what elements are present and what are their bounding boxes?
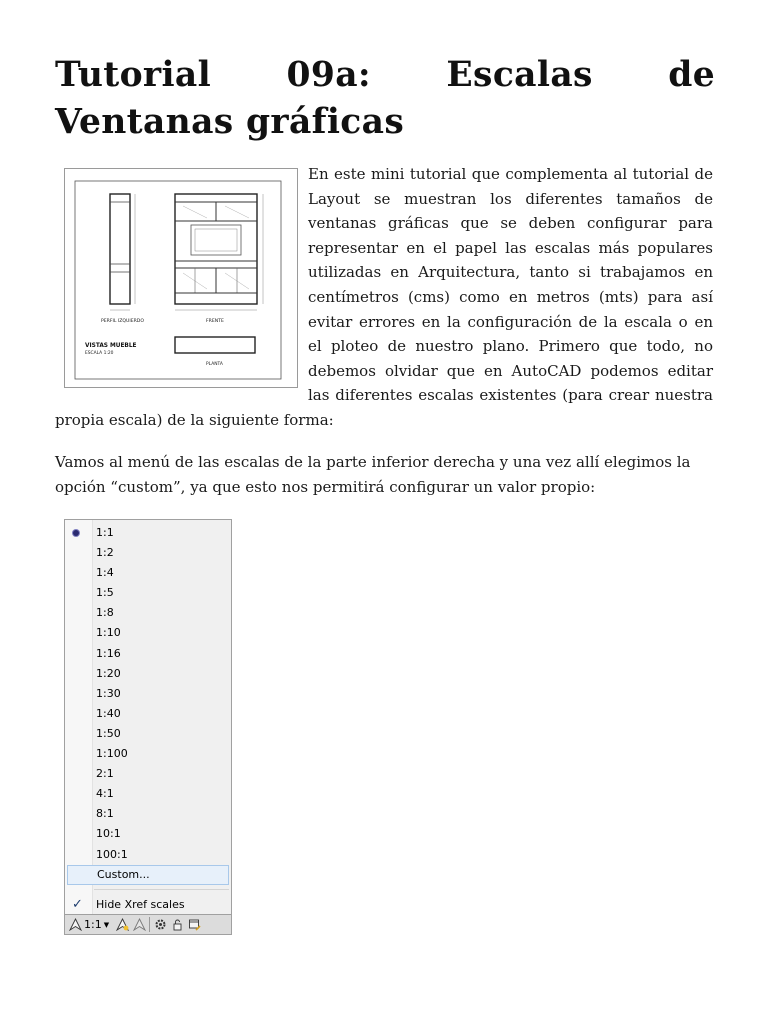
scale-option-1-2[interactable]: 1:2 (96, 546, 114, 560)
custom-scale-option[interactable]: Custom... (67, 865, 229, 885)
paragraph-custom-option: Vamos al menú de las escalas de la parte inferior derecha y una vez allí elegimos la opción “custom”, ya que esto nos permitirá configurar un valor propio: (55, 453, 691, 496)
scale-option-1-16[interactable]: 1:16 (96, 646, 121, 660)
scale-option-10-1[interactable]: 10:1 (96, 827, 121, 841)
scale-option-1-10[interactable]: 1:10 (96, 626, 121, 640)
checkmark-icon: ✓ (72, 896, 83, 912)
label-vistas: VISTAS MUEBLE (85, 343, 137, 349)
scale-option-1-40[interactable]: 1:40 (96, 706, 121, 720)
intro-text: En este mini tutorial que complementa al tutorial de Layout se muestran los diferentes tamaños de ventanas gráficas que se deben configurar para representar en el papel las escalas más populares utilizadas en Arquitectura, tanto si trabajamos en centímetros (cms) como en metros (mts) para así evitar errores en la configuración de la escala o en el ploteo de nuestro plano. Primero que todo, no debemos olvidar que en AutoCAD podemos editar las diferentes escalas existentes (para crear nuestra propia escala) de la siguiente forma: (55, 165, 713, 429)
gear-icon[interactable] (153, 918, 167, 932)
label-frente: FRENTE (206, 319, 224, 324)
scale-option-1-8[interactable]: 1:8 (96, 606, 114, 620)
scale-option-100-1[interactable]: 100:1 (96, 847, 128, 861)
status-scale-value: 1:1 (84, 918, 102, 931)
scale-menu-screenshot (64, 519, 232, 935)
status-divider (149, 917, 150, 932)
auto-scale-icon[interactable] (132, 918, 146, 932)
status-bar (65, 914, 231, 934)
scale-option-2-1[interactable]: 2:1 (96, 767, 114, 781)
scale-option-8-1[interactable]: 8:1 (96, 807, 114, 821)
scale-option-1-100[interactable]: 1:100 (96, 747, 128, 761)
scale-option-1-50[interactable]: 1:50 (96, 726, 121, 740)
chevron-down-icon: ▼ (103, 920, 110, 929)
scale-option-4-1[interactable]: 4:1 (96, 787, 114, 801)
article-title: Tutorial 09a: Escalas de Ventanas gráficas (55, 55, 715, 142)
annotation-visibility-icon[interactable] (115, 918, 129, 932)
scale-option-list (65, 523, 231, 916)
label-perfil: PERFIL IZQUIERDO (101, 319, 144, 324)
status-scale-dropdown[interactable] (84, 918, 109, 931)
annotation-scale-icon[interactable] (68, 918, 82, 932)
menu-separator (94, 889, 229, 890)
hide-xref-scales-option[interactable] (65, 894, 231, 916)
window-edit-icon[interactable] (187, 918, 201, 932)
scale-option-1-1[interactable]: 1:1 (65, 523, 231, 543)
scale-option-1-5[interactable]: 1:5 (96, 586, 114, 600)
label-escala: ESCALA 1:20 (85, 351, 114, 356)
lock-icon[interactable] (170, 918, 184, 932)
hide-xref-scales-label: Hide Xref scales (96, 897, 185, 911)
scale-option-1-20[interactable]: 1:20 (96, 666, 121, 680)
scale-option-1-30[interactable]: 1:30 (96, 686, 121, 700)
furniture-drawing-svg (65, 169, 297, 387)
intro-block (55, 162, 713, 433)
label-planta: PLANTA (206, 362, 223, 367)
scale-option-1-4[interactable]: 1:4 (96, 566, 114, 580)
furniture-drawing-image (64, 168, 298, 388)
